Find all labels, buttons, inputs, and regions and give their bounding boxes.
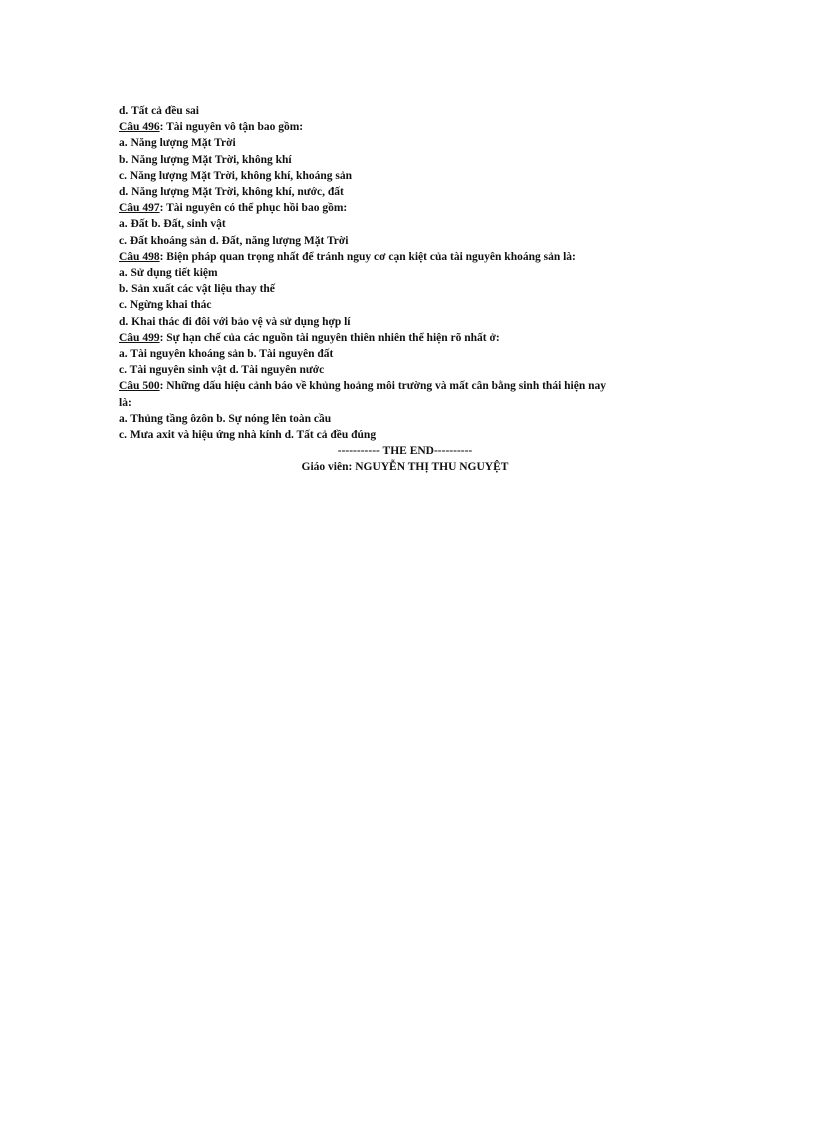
option-c: c. Năng lượng Mặt Trời, không khí, khoáng sản [119, 169, 352, 182]
option-c-d: c. Đất khoáng sản d. Đất, năng lượng Mặt Trời [119, 234, 349, 247]
option-d: d. Khai thác đi đôi với bảo vệ và sử dụng hợp lí [119, 315, 351, 328]
question-label: Câu 497 [119, 202, 160, 215]
question-label: Câu 496 [119, 121, 160, 134]
question-text: : Tài nguyên vô tận bao gồm: [159, 121, 304, 134]
question-label: Câu 500 [119, 380, 160, 393]
end-marker: ----------- THE END---------- [337, 445, 473, 458]
question-text: : Những dấu hiệu cảnh báo về khủng hoảng môi trường và mất cân bằng sinh thái hiện nay [159, 380, 607, 393]
option-b: b. Năng lượng Mặt Trời, không khí [119, 153, 292, 166]
prev-question-option-d: d. Tất cả đều sai [119, 105, 199, 117]
option-a-b: a. Tài nguyên khoáng sản b. Tài nguyên đất [119, 348, 334, 361]
document-content [119, 103, 699, 476]
question-497 [119, 200, 699, 216]
option-c-d: c. Mưa axit và hiệu ứng nhà kính d. Tất cả đều đúng [119, 429, 377, 442]
question-500 [119, 378, 699, 394]
option-a-b: a. Đất b. Đất, sinh vật [119, 218, 226, 231]
option-c: c. Ngừng khai thác [119, 299, 212, 312]
teacher-signature-line: Giáo viên: NGUYỄN THỊ THU NGUYỆT [301, 461, 509, 474]
question-496 [119, 119, 699, 135]
question-text: : Tài nguyên có thể phục hồi bao gồm: [159, 202, 348, 215]
question-498 [119, 249, 699, 265]
option-a: a. Năng lượng Mặt Trời [119, 137, 236, 150]
option-b: b. Sản xuất các vật liệu thay thế [119, 283, 275, 296]
option-c-d: c. Tài nguyên sinh vật d. Tài nguyên nước [119, 364, 325, 377]
question-499 [119, 330, 699, 346]
question-text: : Biện pháp quan trọng nhất để tránh nguy cơ cạn kiệt của tài nguyên khoáng sản là: [159, 250, 576, 263]
question-label: Câu 499 [119, 331, 160, 344]
option-a-b: a. Thủng tầng ôzôn b. Sự nóng lên toàn cầu [119, 412, 332, 425]
option-d: d. Năng lượng Mặt Trời, không khí, nước, đất [119, 186, 344, 199]
question-text-continued: là: [119, 396, 132, 409]
question-label: Câu 498 [119, 250, 160, 263]
option-a: a. Sử dụng tiết kiệm [119, 267, 218, 280]
question-text: : Sự hạn chế của các nguồn tài nguyên thiên nhiên thể hiện rõ nhất ở: [159, 331, 500, 344]
